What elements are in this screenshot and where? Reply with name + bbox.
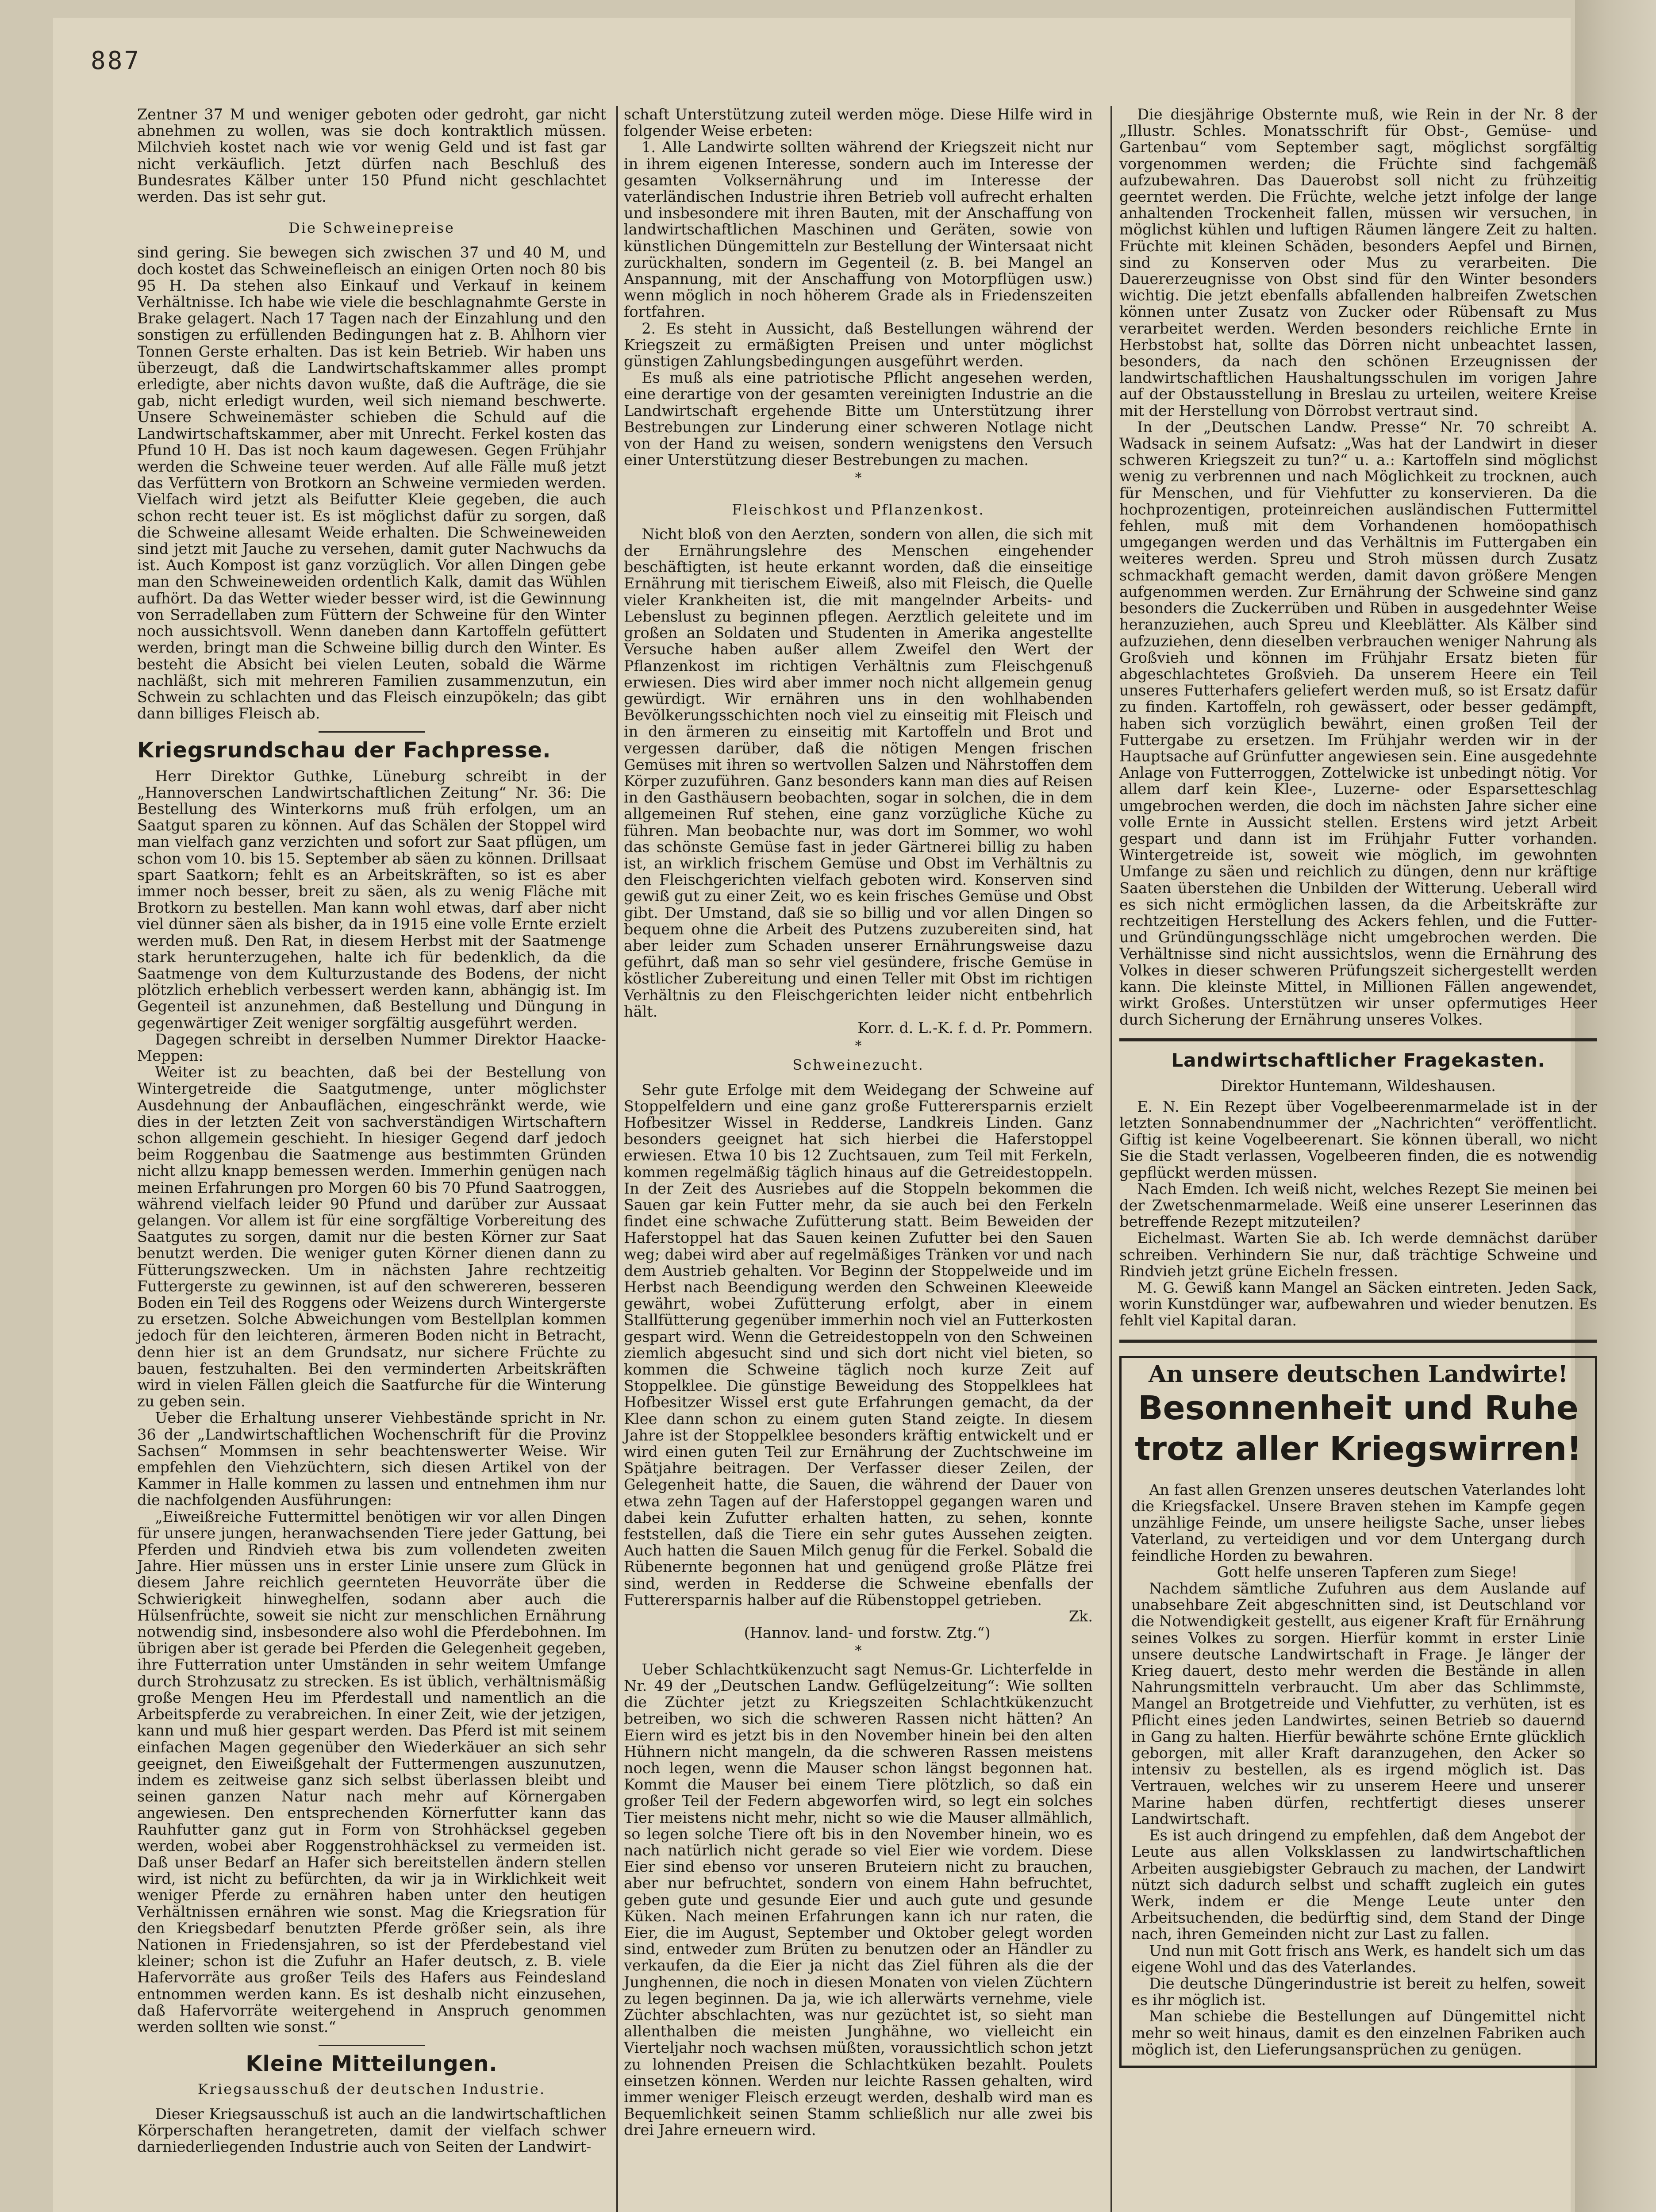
paragraph: Es muß als eine patriotische Pflicht angesehen werden, eine derartige von der gesamten vereinigten Industrie an die Landwirtschaft ergehende Bitte um Unterstützung ihrer Bestrebungen zur Linderung einer schweren Notlage nicht von der Hand zu weisen, sondern wenigstens den Versuch einer Unterstützung dieser Bestrebungen zu machen.: [624, 369, 1093, 469]
section-heading: Kriegsrundschau der Fachpresse.: [137, 738, 551, 763]
paragraph: Ueber Schlachtkükenzucht sagt Nemus-Gr. Lichterfelde in Nr. 49 der „Deutschen Landw. Geflügelzeitung“: Wie sollten die Züchter jetzt zu Kriegszeiten Schlachtkükenzucht betreiben, wo sich die schweren Rassen nicht hätten? An Eiern wird es jetzt bis in den November hinein bei den alten Hühnern nicht mangeln, da die schweren Rassen meistens noch legen, wenn die Mauser schon längst begonnen hat. Kommt die Mauser bei einem Tiere plötzlich, so daß ein großer Teil der Federn abgeworfen wird, so legt ein solches Tier meistens nicht mehr, nicht so wie die Mauser allmählich, so legen solche Tiere oft bis in den November hinein, wo es nach natürlich nicht gerade so viel Eier wie vordem. Diese Eier sind ebenso vor unseren Bruteiern nicht zu brauchen, aber nur befruchtet, sondern von einem Hahn befruchtet, geben gute und gesunde Eier und auch gute und gesunde Küken. Nach meinen Erfahrungen kann ich nur raten, die Eier, die im August, September und Oktober gelegt worden sind, entweder zum Brüten zu benutzen oder an Händler zu verkaufen, da die Eier ja nicht das Ziel führen als die der Junghennen, die noch in diesen Monaten von vielen Züchtern zu legen beginnen. Da ja, wie ich allerwärts vernehme, viele Züchter abschlachten, was nur gezüchtet ist, so sieht man allenthalben die meisten Junghähne, wo vielleicht ein Vierteljahr noch wachsen müßten, voraussichtlich schon jetzt zu lohnenden Preisen die Schlachtküken bezahlt. Poulets einsetzen können. Werden nur leichte Rassen gehalten, wird immer weniger Fleisch erzeugt werden, deshalb wird man es Bequemlichkeit seinen Stamm schließlich nur alle zwei bis drei Jahre erneuern wird.: [624, 1660, 1093, 2139]
source-credit: (Hannov. land- und forstw. Ztg.“): [744, 1624, 991, 1642]
column-rule-1: [616, 106, 618, 2212]
column-3: [1119, 106, 1597, 2068]
subsection-heading: Kriegsausschuß der deutschen Industrie.: [197, 2081, 546, 2098]
separator: [319, 2045, 425, 2046]
paragraph: schaft Unterstützung zuteil werden möge. Diese Hilfe wird in folgender Weise erbeten:: [624, 106, 1093, 140]
section-byline: Direktor Huntemann, Wildeshausen.: [1221, 1077, 1496, 1094]
thick-rule: [1119, 1038, 1597, 1041]
appeal-heading: [1131, 1388, 1585, 1469]
paragraph: An fast allen Grenzen unseres deutschen Vaterlandes loht die Kriegsfackel. Unsere Braven stehen im Kampfe gegen unzählige Feinde, um unsere heiligste Sache, unser liebes Vaterland, zu verteidigen und vor dem Untergang durch feindliche Horden zu bewahren.: [1131, 1481, 1585, 1564]
quote-paragraph: „Eiweißreiche Futtermittel benötigen wir vor allen Dingen für unsere jungen, heranwachsenden Tiere jeder Gattung, bei Pferden und Rindvieh etwa bis zum vollendeten zweiten Jahre. Hier müssen uns in erster Linie unsere zum Glück in diesem Jahre reichlich geernteten Heuvorräte über die Schwierigkeit hinweghelfen, sodann aber auch die Hülsenfrüchte, soweit sie nicht zur menschlichen Ernährung notwendig sind, insbesondere also wohl die Pferdebohnen. Im übrigen aber ist gerade bei Pferden die Gelegenheit gegeben, ihre Futterration unter Umständen in sehr weitem Umfange durch Strohzusatz zu strecken. Es ist üblich, verhältnismäßig große Mengen Heu im Pferdestall und namentlich an die Arbeitspferde zu verabreichen. In einer Zeit, wie der jetzigen, kann und muß hier gespart werden. Das Pferd ist mit seinem einfachen Magen gegenüber den Wiederkäuer an sich sehr geeignet, den Eiweißgehalt der Futtermengen auszunutzen, indem es zeitweise ganz sich selbst überlassen bleibt und seinen ganzen Natur nach mehr auf Körnergaben angewiesen. Den entsprechenden Körnerfutter kann das Rauhfutter ganz gut in Form von Strohhäcksel gegeben werden, wobei aber Roggenstrohhäcksel zu vermeiden ist. Daß unser Bedarf an Hafer sich bereitstellen ändern stellen wird, ist nicht zu befürchten, da wir ja in Wirklichkeit weit weniger Pferde zu ernähren haben unter den heutigen Verhältnissen ernähren wie sonst. Mag die Kriegsration für den Kriegsbedarf benutzten Pferde größer sein, als ihre Nationen in Friedensjahren, so ist der Pferdebestand viel kleiner; schon ist die Zufuhr an Hafer deutsch, z. B. viele Hafervorräte aus großer Teils des Hafers aus Feindesland entnommen werden kann. Es ist deshalb nicht einzusehen, daß Hafervorräte weitergehend in Anspruch genommen werden sollten wie sonst.“: [137, 1508, 606, 2035]
paragraph: Man schiebe die Bestellungen auf Düngemittel nicht mehr so weit hinaus, damit es den einzelnen Fabriken auch möglich ist, den Lieferungsansprüchen zu genügen.: [1131, 2008, 1585, 2058]
appeal-banner: An unsere deutschen Landwirte!: [1148, 1360, 1568, 1388]
paragraph: 1. Alle Landwirte sollten während der Kriegszeit nicht nur in ihrem eigenen Interesse, sondern auch im Interesse der gesamten Volksernährung und im Interesse der vaterländischen Industrie ihren Betrieb voll aufrecht erhalten und insbesondere mit ihren Bauten, mit der Anschaffung von landwirtschaftlichen Maschinen und Geräten, sowie von künstlichen Düngemitteln zur Bestellung der Wintersaat nicht zurückhalten, sondern im Gegenteil (z. B. bei Mangel an Anspannung, mit der Anschaffung von Motorpflügen usw.) wenn möglich in noch höherem Grade als in Friedenszeiten fortfahren.: [624, 138, 1093, 321]
section-heading: Landwirtschaftlicher Fragekasten.: [1171, 1049, 1545, 1071]
paragraph: Nachdem sämtliche Zufuhren aus dem Auslande auf unabsehbare Zeit abgeschnitten sind, ist Deutschland vor die Notwendigkeit gestellt, aus eigener Kraft für Ernährung seines Volkes zu sorgen. Hierfür kommt in erster Linie unsere deutsche Landwirtschaft in Frage. Je länger der Krieg dauert, desto mehr werden die Bestände in allen Nahrungsmitteln verbraucht. Um aber das Schlimmste, Mangel an Brotgetreide und Viehfutter, zu verhüten, ist es Pflicht eines jeden Landwirtes, seinen Betrieb so dauernd in Gang zu halten. Hierfür bewährte schöne Ernte glücklich geborgen, mit aller Kraft daranzugehen, den Acker so intensiv zu bestellen, als es irgend möglich ist. Das Vertrauen, welches wir zu unserem Heere und unserer Marine haben dürfen, rechtfertigt dieses unserer Landwirtschaft.: [1131, 1580, 1585, 1828]
asterisk-divider: *: [855, 470, 862, 486]
paragraph: Die diesjährige Obsternte muß, wie Rein in der Nr. 8 der „Illustr. Schles. Monatsschrift für Obst-, Gemüse- und Gartenbau“ vom September sagt, möglichst sorgfältig vorgenommen werden; die Früchte sind fachgemäß aufzubewahren. Das Dauerobst soll nicht zu frühzeitig geerntet werden. Die Früchte, welche jetzt infolge der lange anhaltenden Trockenheit fallen, müssen wir versuchen, in möglichst kühlen und luftigen Räumen längere Zeit zu halten. Früchte mit kleinen Schäden, besonders Aepfel und Birnen, sind zu Konserven oder Mus zu verarbeiten. Die Dauererzeugnisse von Obst sind für den Winter besonders wichtig. Die jetzt ebenfalls abfallenden halbreifen Zwetschen können unter Zusatz von Zucker oder Rübensaft zu Mus verarbeitet werden. Werden besonders reichliche Ernte in Herbstobst hat, sollte das Dörren nicht unbeachtet lassen, besonders, da nach den schönen Erzeugnissen der landwirtschaftlichen Haushaltungsschulen im vorigen Jahre auf der Obstausstellung in Breslau zu urteilen, weitere Kreise mit der Herstellung von Dörrobst vertraut sind.: [1119, 106, 1597, 419]
paragraph: sind gering. Sie bewegen sich zwischen 37 und 40 M, und doch kostet das Schweinefleisch an einigen Orten noch 80 bis 95 H. Da stehen also Einkauf und Verkauf in keinem Verhältnisse. Ich habe wie viele die beschlagnahmte Gerste in Brake gelagert. Nach 17 Tagen nach der Einzahlung und den sonstigen zu erfüllenden Bedingungen hat z. B. Ahlhorn vier Tonnen Gerste erhalten. Das ist kein Betrieb. Wir haben uns überzeugt, daß die Landwirtschaftskammer alles prompt erledigte, aber nichts davon wußte, daß die Aufträge, die sie gab, nicht erledigt wurden, weil sich niemand beschwerte. Unsere Schweinemäster schieben die Schuld auf die Landwirtschaftskammer, aber mit Unrecht. Ferkel kosten das Pfund 10 H. Das ist noch kaum dagewesen. Gegen Frühjahr werden die Schweine teuer werden. Auf alle Fälle muß jetzt das Verfüttern von Brotkorn an Schweine vermieden werden. Vielfach wird jetzt als Beifutter Kleie gegeben, die auch schon recht teuer ist. Es ist möglichst dafür zu sorgen, daß die Schweine allesamt Weide erhalten. Die Schweineweiden sind jetzt mit Jauche zu versehen, damit guter Nachwuchs da ist. Auch Kompost ist ganz vorzüglich. Vor allen Dingen gebe man den Schweineweiden ordentlich Kalk, damit das Wühlen aufhört. Da das Wetter wieder besser wird, ist die Gewinnung von Serradellaben zum Füttern der Schweine für den Winter noch aussichtsvoll. Wenn daneben dann Kartoffeln gefüttert werden, bringt man die Schweine billig durch den Winter. Es besteht die Absicht bei vielen Leuten, sobald die Wärme nachläßt, sich mit mehreren Familien zusammenzutun, ein Schwein zu schlachten und das Fleisch einzupökeln; das gibt dann billiges Fleisch ab.: [137, 244, 606, 722]
paragraph: Es ist auch dringend zu empfehlen, daß dem Angebot der Leute aus allen Volksklassen zu landwirtschaftlichen Arbeiten ausgiebigster Gebrauch zu machen, der Landwirt nützt sich dadurch selbst und schafft zugleich ein gutes Werk, indem er die Menge Leute unter den Arbeitsuchenden, die bedürftig sind, dem Stand der Dinge nach, ihren Gemeinden nicht zur Last zu fallen.: [1131, 1827, 1585, 1943]
appeal-heading-line-2: trotz aller Kriegswirren!: [1135, 1429, 1582, 1468]
paragraph: Die deutsche Düngerindustrie ist bereit zu helfen, soweit es ihr möglich ist.: [1131, 1974, 1585, 2009]
paragraph: Eichelmast. Warten Sie ab. Ich werde demnächst darüber schreiben. Verhindern Sie nur, daß trächtige Schweine und Rindvieh jetzt grüne Eicheln fressen.: [1119, 1229, 1597, 1280]
section-heading: Die Schweinepreise: [288, 219, 455, 237]
separator: [319, 731, 425, 733]
paragraph: Dagegen schreibt in derselben Nummer Direktor Haacke-Meppen:: [137, 1030, 606, 1064]
appeal-heading-line-1: Besonnenheit und Ruhe: [1138, 1389, 1579, 1427]
paragraph: Weiter ist zu beachten, daß bei der Bestellung von Wintergetreide die Saatgutmenge, unter möglichster Ausdehnung der Anbauflächen, eingeschränkt werde, wie dies in der letzten Zeit von sachverständigen Wirtschaftern schon allgemein geschieht. In hiesiger Gegend darf jedoch beim Roggenbau die Saatmenge aus bestimmten Gründen nicht allzu knapp bemessen werden. Immerhin genügen nach meinen Erfahrungen pro Morgen 60 bis 70 Pfund Saatroggen, während vielfach leider 90 Pfund und darüber zur Aussaat gelangen. Vor allem ist für eine sorgfältige Vorbereitung des Saatgutes zu sorgen, damit nur die besten Körner zur Saat benutzt werden. Die weniger guten Körner dienen dann zu Fütterungszwecken. Um in nächsten Jahre rechtzeitig Futtergerste zu gewinnen, ist auf den schwereren, besseren Boden ein Teil des Roggens oder Weizens durch Wintergerste zu ersetzen. Solche Abweichungen vom Bestellplan kommen jedoch für den leichteren, ärmeren Boden nicht in Betracht, denn hier ist an dem Grundsatz, nur sichere Früchte zu bauen, festzuhalten. Bei den verminderten Arbeitskräften wird in vielen Fällen gleich die Saatfurche für die Winterung zu geben sein.: [137, 1064, 606, 1410]
paragraph: Herr Direktor Guthke, Lüneburg schreibt in der „Hannoverschen Landwirtschaftlichen Zeitung“ Nr. 36: Die Bestellung des Winterkorns muß früh erfolgen, um an Saatgut sparen zu können. Auf das Schälen der Stoppel wird man vielfach ganz verzichten und sofort zur Saat pflügen, um schon vom 10. bis 15. September ab säen zu können. Drillsaat spart Saatkorn; fehlt es an Arbeitskräften, so ist es aber immer noch besser, breit zu säen, als zu wenig Fläche mit Brotkorn zu bestellen. Man kann wohl etwas, darf aber nicht viel dünner säen als bisher, da in 1915 eine volle Ernte erzielt werden muß. Den Rat, in diesem Herbst mit der Saatmenge stark herunterzugehen, halte ich für bedenklich, da die Saatmenge von dem Kulturzustande des Bodens, der nicht plötzlich erheblich verbessert werden kann, abhängig ist. Im Gegenteil ist anzunehmen, daß Bestellung und Düngung in gegenwärtiger Zeit weniger sorgfältig ausgeführt werden.: [137, 767, 606, 1032]
paragraph: E. N. Ein Rezept über Vogelbeerenmarmelade ist in der letzten Sonnabendnummer der „Nachrichten“ veröffentlicht. Giftig ist keine Vogelbeerenart. Sie können überall, wo nicht Sie die Stadt verlassen, Vogelbeeren finden, die es notwendig gepflückt werden müssen.: [1119, 1098, 1597, 1181]
paragraph: Und nun mit Gott frisch ans Werk, es handelt sich um das eigene Wohl und das des Vaterlandes.: [1131, 1942, 1585, 1976]
author-initials: Zk.: [1068, 1608, 1093, 1625]
thick-rule: [1119, 1340, 1597, 1343]
paragraph: Gott helfe unseren Tapferen zum Siege!: [1217, 1563, 1518, 1581]
asterisk-divider: *: [855, 1643, 862, 1659]
asterisk-divider: *: [855, 1038, 862, 1054]
paragraph: Ueber die Erhaltung unserer Viehbestände spricht in Nr. 36 der „Landwirtschaftlichen Wochenschrift für die Provinz Sachsen“ Mommsen in sehr beachtenswerter Weise. Wir empfehlen den Viehzüchtern, sich diesen Artikel von der Kammer in Halle kommen zu lassen und entnehmen ihm nur die nachfolgenden Ausführungen:: [137, 1409, 606, 1509]
page-number: 887: [91, 46, 141, 75]
paragraph: Nach Emden. Ich weiß nicht, welches Rezept Sie meinen bei der Zwetschenmarmelade. Weiß eine unserer Leserinnen das betreffende Rezept mitzuteilen?: [1119, 1180, 1597, 1231]
paragraph: Sehr gute Erfolge mit dem Weidegang der Schweine auf Stoppelfeldern und eine ganz große Futterersparnis erzielt Hofbesitzer Wissel in Redderse, Landkreis Linden. Ganz besonders geeignet hat sich hierbei die Haferstoppel erwiesen. Etwa 10 bis 12 Zuchtsauen, zum Teil mit Ferkeln, kommen regelmäßig täglich hinaus auf die Getreidestoppeln. In der Zeit des Ausriebes auf die Stoppeln bekommen die Sauen gar kein Futter mehr, da sie auch bei den Ferkeln findet eine schwache Zufütterung statt. Beim Beweiden der Haferstoppel hat das Sauen keinen Zufutter bei den Sauen weg; dabei wird aber auf regelmäßiges Tränken vor und nach dem Austrieb gehalten. Vor Beginn der Stoppelweide und im Herbst nach Beendigung werden den Schweinen Kleeweide gewährt, wobei Zufütterung erfolgt, aber in einem Stallfütterung gegenüber immerhin noch viel an Futterkosten gespart wird. Wenn die Getreidestoppeln von den Schweinen ziemlich abgesucht sind und sich dort nicht viel bieten, so kommen die Schweine täglich noch kurze Zeit auf Stoppelklee. Die günstige Beweidung des Stoppelklees hat Hofbesitzer Wissel erst gute Erfahrungen gemacht, da der Klee dann schon zu einem guten Stand zeigte. In diesem Jahre ist der Stoppelklee besonders kräftig entwickelt und er wird einen guten Teil zur Ernährung der Zuchtschweine im Spätjahre beitragen. Der Verfasser dieser Zeilen, der Gelegenheit hatte, die Sauen, die während der Dauer von etwa zehn Tagen auf der Haferstoppel gegangen waren und dabei kein Zufutter erhalten hatten, zu sehen, konnte feststellen, daß die Tiere ein sehr gutes Aussehen zeigten. Auch hatten die Sauen Milch genug für die Ferkel. Sobald die Rübenernte begonnen hat und genügend große Plätze frei sind, werden in Redderse die Schweine ebenfalls der Futterersparnis halber auf die Rübenstoppel getrieben.: [624, 1081, 1093, 1609]
section-heading: Kleine Mitteilungen.: [246, 2051, 498, 2077]
column-2: [624, 106, 1093, 2139]
paragraph: 2. Es steht in Aussicht, daß Bestellungen während der Kriegszeit zu ermäßigten Preisen und unter möglichst günstigen Zahlungsbedingungen ausgeführt werden.: [624, 319, 1093, 370]
column-1: [137, 106, 606, 2155]
paragraph: Nicht bloß von den Aerzten, sondern von allen, die sich mit der Ernährungslehre des Menschen eingehender beschäftigten, ist heute erkannt worden, daß die einseitige Ernährung mit tierischem Eiweiß, also mit Fleisch, die Quelle vieler Krankheiten ist, die mit mangelnder Arbeits- und Lebenslust zu beginnen pflegen. Aerztlich geleitete und im großen an Soldaten und Studenten in Amerika angestellte Versuche haben außer allem Zweifel den Wert der Pflanzenkost im richtigen Verhältnis zum Fleischgenuß erwiesen. Dies wird aber immer noch nicht allgemein genug gewürdigt. Wir ernähren uns in den wohlhabenden Bevölkerungsschichten noch viel zu einseitig mit Fleisch und in den ärmeren zu einseitig mit Kartoffeln und Brot und vergessen darüber, daß die nötigen Mengen frischen Gemüses mit ihren so wertvollen Salzen und Nährstoffen dem Körper zuzuführen. Ganz besonders kann man dies auf Reisen in den Gasthäusern beobachten, sogar in solchen, die in dem allgemeinen Ruf stehen, eine ganz vorzügliche Küche zu führen. Man beobachte nur, was dort im Sommer, wo wohl das schönste Gemüse fast in jeder Gärtnerei billig zu haben ist, an wirklich frischem Gemüse und Obst im Verhältnis zu den Fleischgerichten vielfach geboten wird. Konserven sind gewiß gut zu einer Zeit, wo es kein frisches Gemüse und Obst gibt. Der Umstand, daß sie so billig und vor allen Dingen so bequem ohne die Arbeit des Putzens zuzubereiten sind, hat aber leider zum Schaden unserer Ernährungsweise dazu geführt, daß man so sehr viel gesündere, frische Gemüse in köstlicher Zubereitung und einen Teller mit Obst im richtigen Verhältnis zu den Fleischgerichten leider nicht entbehrlich hält.: [624, 525, 1093, 1020]
paragraph: In der „Deutschen Landw. Presse“ Nr. 70 schreibt A. Wadsack in seinem Aufsatz: „Was hat der Landwirt in dieser schweren Kriegszeit zu tun?“ u. a.: Kartoffeln sind möglichst wenig zu verbrennen und nach Möglichkeit zu trocknen, auch für Menschen, und für Viehfutter zu konservieren. Da die hochprozentigen, proteinreichen ausländischen Futtermittel fehlen, muß mit dem Vorhandenen homöopathisch umgegangen werden und das Verhältnis im Futtergaben ein weiteres werden. Spreu und Stroh müssen durch Zusatz schmackhaft gemacht werden, damit davon größere Mengen aufgenommen werden. Zur Ernährung der Schweine sind ganz besonders die Zuckerrüben und Rüben in ausgedehnter Weise heranzuziehen, auch Spreu und Kleeblätter. Als Kälber sind aufzuziehen, denn dieselben verbrauchen weniger Nahrung als Großvieh und können im Frühjahr Ersatz bieten für abgeschlachtetes Großvieh. Da unserem Heere ein Teil unseres Futterhafers geliefert werden muß, so ist Ersatz dafür zu finden. Kartoffeln, roh gewässert, oder besser gedämpft, haben sich vorzüglich bewährt, einen großen Teil der Futtergabe zu ersetzen. Im Frühjahr werden wir in der Hauptsache auf Grünfutter angewiesen sein. Eine ausgedehnte Anlage von Futterroggen, Zottelwicke ist unbedingt nötig. Vor allem darf kein Klee-, Luzerne- oder Esparsetteschlag umgebrochen werden, die doch im nächsten Jahre sicher eine volle Ernte in Aussicht stellen. Erstens wird jetzt Arbeit gespart und dann ist im Frühjahr Futter vorhanden. Wintergetreide ist, soweit wie möglich, im gewohnten Umfange zu säen und reichlich zu düngen, denn nur kräftige Saaten überstehen die Unbilden der Witterung. Ueberall wird es sich nicht ermöglichen lassen, da die Arbeitskräfte zur rechtzeitigen Herstellung des Ackers fehlen, und die Futter- und Gründüngungsschläge nicht umgebrochen werden. Die Verhältnisse sind nicht aussichtslos, wenn die Ernährung des Volkes in dieser schweren Prüfungszeit sichergestellt werden kann. Die kleinste Mittel, in Millionen Fällen angewendet, wirkt Großes. Unterstützen wir unser opfermutiges Heer durch Sicherung der Ernährung unseres Volkes.: [1119, 418, 1597, 1029]
section-heading: Schweinezucht.: [792, 1056, 924, 1074]
paragraph: M. G. Gewiß kann Mangel an Säcken eintreten. Jeden Sack, worin Kunstdünger war, aufbewahren und wieder benutzen. Es fehlt viel Kapital daran.: [1119, 1279, 1597, 1329]
source-credit: Korr. d. L.-K. f. d. Pr. Pommern.: [857, 1019, 1093, 1037]
paragraph: Dieser Kriegsausschuß ist auch an die landwirtschaftlichen Körperschaften herangetreten, damit der vielfach schwer darniederliegenden Industrie auch von Seiten der Landwirt-: [137, 2105, 606, 2155]
paragraph: Zentner 37 M und weniger geboten oder gedroht, gar nicht abnehmen zu wollen, was sie doch kontraktlich müssen. Milchvieh kostet nach wie vor wenig Geld und ist fast gar nicht verkäuflich. Jetzt dürfen nach Beschluß des Bundesrates Kälber unter 150 Pfund nicht geschlachtet werden. Das ist sehr gut.: [137, 106, 606, 206]
section-heading: Fleischkost und Pflanzenkost.: [732, 501, 985, 518]
column-rule-2: [1110, 106, 1112, 2212]
appeal-box: [1119, 1356, 1597, 2068]
